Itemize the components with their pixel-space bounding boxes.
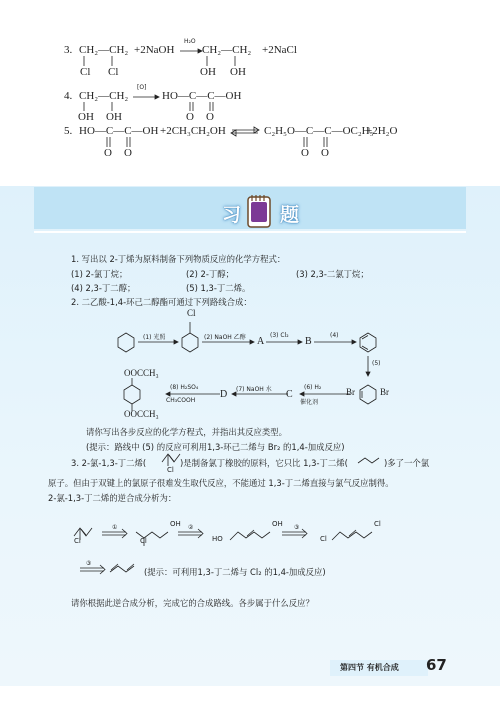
step-4-label: (4)	[330, 332, 339, 339]
notebook-icon	[243, 193, 277, 231]
banner-divider	[34, 231, 466, 233]
intermediate-d: D	[220, 389, 228, 400]
step-8-label: (8) H₂SO₄	[170, 384, 199, 391]
section-footer: 第四节 有机合成	[330, 660, 428, 676]
reaction-number: 3.	[64, 44, 73, 56]
question-3-text-c: )多了一个氯	[384, 458, 430, 468]
reagent: +2NaOH	[134, 44, 175, 56]
bromine-label: Br	[346, 387, 355, 397]
question-2-ask: 请你写出各步反应的化学方程式，并指出其反应类型。	[86, 427, 287, 437]
step-6-label: (6) H₂	[304, 384, 322, 391]
q1-item: (5) 1,3-丁二烯。	[186, 283, 251, 293]
substituent: O	[206, 111, 214, 123]
q1-item: (2) 2-丁醇；	[186, 269, 235, 279]
page-number: 67	[426, 656, 447, 674]
question-2-stem: 2. 二乙酸-1,4-环己二醇酯可通过下列路线合成：	[71, 297, 252, 307]
reaction-number: 4.	[64, 90, 73, 102]
question-3-ask: 请你根据此逆合成分析，完成它的合成路线。各步属于什么反应？	[71, 598, 314, 608]
chlorine-label: Cl	[187, 308, 196, 318]
synthesis-scheme	[60, 308, 440, 426]
q1-item: (3) 2,3-二氯丁烷；	[296, 269, 369, 279]
byproduct: +2NaCl	[262, 44, 297, 56]
intermediate-b: B	[305, 336, 312, 347]
reagent: +2CH₃CH₂OH	[160, 125, 226, 137]
step-circle-2: ②	[188, 524, 194, 531]
butadiene-structure	[356, 455, 384, 467]
bromine-label: Br	[380, 387, 389, 397]
ester-group-bottom: OOCCH₃	[124, 409, 159, 419]
question-3-hint: (提示：可利用1,3-丁二烯与 Cl₂ 的1,4-加成反应)	[144, 567, 326, 577]
cl-label: Cl	[74, 537, 81, 545]
byproduct: +2H₂O	[366, 125, 398, 137]
reactant: CH₂—CH₂	[79, 44, 129, 56]
reaction-number: 5.	[64, 125, 73, 137]
question-3-text-b: )是制备氯丁橡胶的原料，它只比 1,3-丁二烯(	[180, 458, 348, 468]
step-3-label: (3) Cl₂	[270, 332, 289, 339]
step-2-label: (2) NaOH 乙醇	[204, 334, 246, 341]
substituent: O	[321, 147, 329, 159]
substituent: OH	[78, 111, 94, 123]
intermediate-c: C	[286, 389, 293, 400]
q1-item: (4) 2,3-丁二醇；	[71, 283, 136, 293]
q1-item: (1) 2-氯丁烷；	[71, 269, 128, 279]
substituent: OH	[200, 66, 216, 78]
section-title-right: 题	[280, 204, 300, 226]
step-1-label: (1) 光照	[143, 334, 166, 341]
ho-label: HO	[212, 535, 223, 543]
cl-label: Cl	[374, 520, 381, 528]
step-5-label: (5)	[372, 360, 381, 367]
substituent: OH	[230, 66, 246, 78]
cl-label: Cl	[140, 537, 147, 545]
step-circle-1: ①	[112, 524, 118, 531]
question-2-hint: (提示：路线中 (5) 的反应可利用1,3-环己二烯与 Br₂ 的1,4-加成反应)	[86, 442, 345, 452]
product: C₂H₅O—C—C—OC₂H₅	[264, 125, 374, 137]
question-3-text-a: 3. 2-氯-1,3-丁二烯(	[71, 458, 147, 468]
section-title-left: 习	[222, 204, 242, 226]
oh-label: OH	[170, 520, 181, 528]
condition: [O]	[137, 84, 147, 91]
question-1-stem: 1. 写出以 2-丁烯为原料制备下列物质反应的化学方程式：	[71, 254, 286, 264]
ester-group-top: OOCCH₃	[124, 368, 159, 378]
question-3-text-2: 原子。但由于双键上的氯原子很难发生取代反应，不能通过 1,3-丁二烯直接与氯气反应制得。	[48, 478, 394, 488]
step-7-label: (7) NaOH 水	[236, 386, 272, 393]
cl-label: Cl	[320, 535, 327, 543]
step-6-catalyst: 催化剂	[300, 399, 319, 406]
substituent: Cl	[80, 66, 91, 78]
intermediate-a: A	[257, 336, 265, 347]
step-8-reagent: CH₃COOH	[166, 397, 196, 404]
oh-label: OH	[272, 520, 283, 528]
reaction-graphics	[0, 0, 500, 170]
retrosynthesis-scheme	[60, 510, 440, 590]
substituent: O	[104, 147, 112, 159]
reactant: CH₂—CH₂	[79, 90, 129, 102]
reactant: HO—C—C—OH	[79, 125, 159, 137]
question-3-text-3: 2-氯-1,3-丁二烯的逆合成分析为：	[48, 493, 177, 503]
chloroprene-cl: Cl	[167, 466, 174, 474]
step-circle-3: ③	[294, 524, 300, 531]
substituent: O	[301, 147, 309, 159]
product: HO—C—C—OH	[162, 90, 242, 102]
condition: H₂O	[184, 38, 196, 45]
product: CH₂—CH₂	[202, 44, 252, 56]
substituent: O	[186, 111, 194, 123]
substituent: Cl	[108, 66, 119, 78]
step-circle-4: ③	[86, 560, 92, 567]
substituent: OH	[106, 111, 122, 123]
substituent: O	[124, 147, 132, 159]
